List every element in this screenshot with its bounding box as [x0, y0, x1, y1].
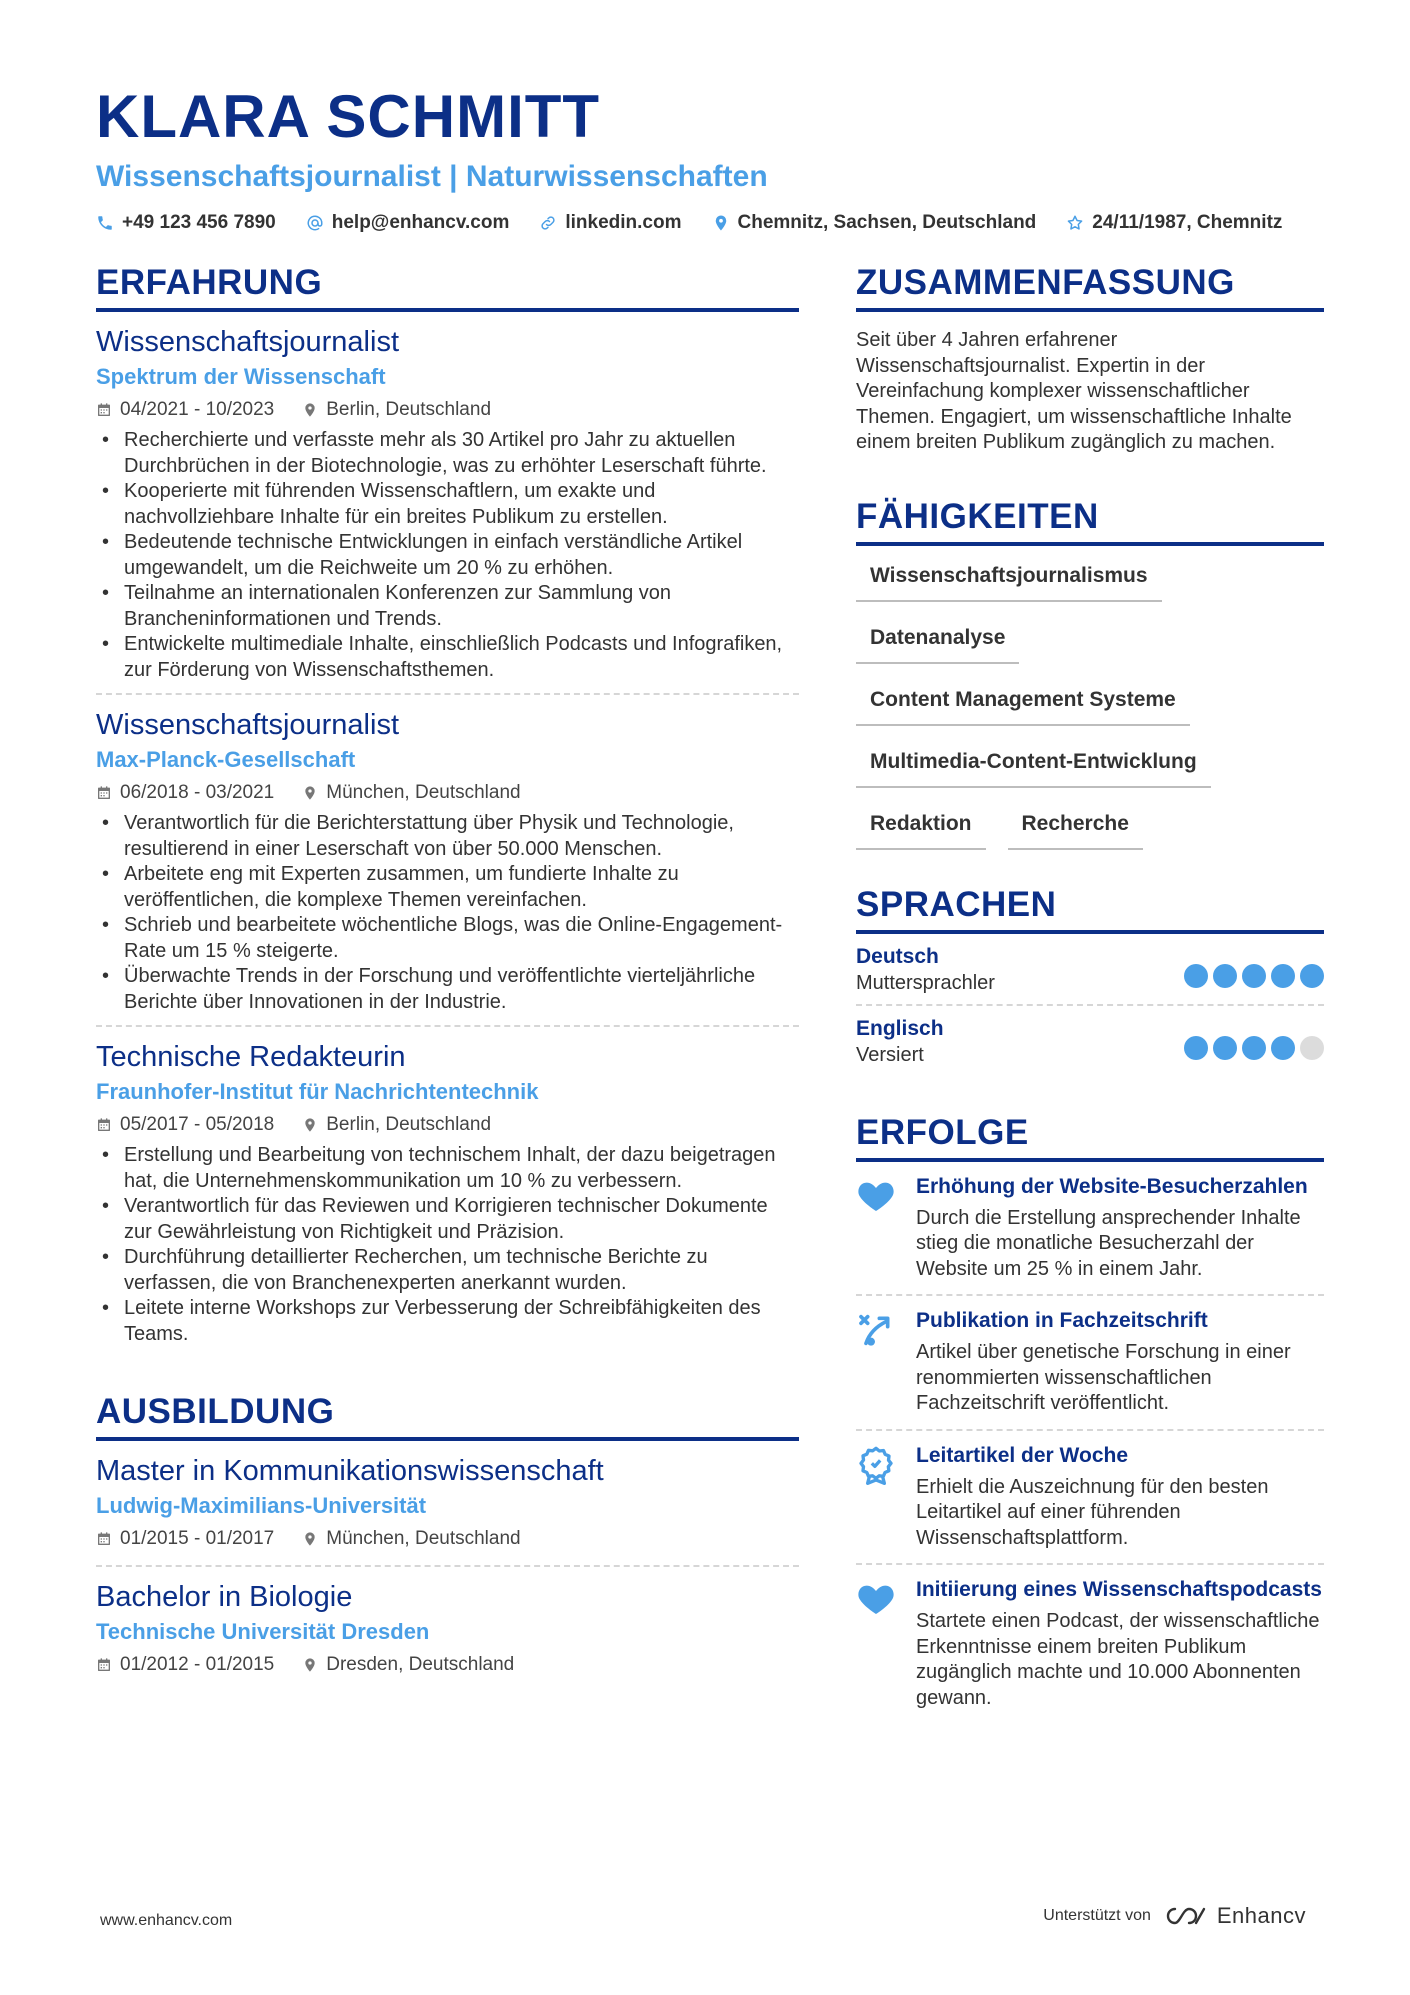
- skills-heading: FÄHIGKEITEN: [856, 496, 1324, 546]
- contact-email[interactable]: [306, 210, 510, 236]
- infinity-icon: [1163, 1903, 1209, 1929]
- location-icon: [302, 785, 318, 801]
- star-icon: [1066, 214, 1084, 232]
- job-dates: [96, 779, 274, 807]
- education-location-text: München, Deutschland: [326, 1528, 521, 1549]
- skill-tag: Content Management Systeme: [856, 682, 1190, 726]
- enhancv-logo[interactable]: [1163, 1903, 1306, 1929]
- job-bullet: • Schrieb und bearbeitete wöchentliche Blogs, was die Online-Engagement-Rate um 15 % steigerte.: [96, 913, 799, 964]
- achievement-entry: [856, 1565, 1324, 1723]
- location-icon: [302, 402, 318, 418]
- resume-header: [96, 82, 1326, 236]
- job-company: Max-Planck-Gesellschaft: [96, 747, 356, 772]
- job-bullet: • Recherchierte und verfasste mehr als 30 Artikel pro Jahr zu aktuellen Durchbrüchen in der Biotechnologie, was zu erhöhter Leserschaft führte.: [96, 428, 799, 479]
- job-meta: [96, 396, 799, 424]
- job-dates-text: 06/2018 - 03/2021: [120, 782, 275, 803]
- achievement-desc: Artikel über genetische Forschung in einer renommierten wissenschaftlichen Fachzeitschrift veröffentlicht.: [916, 1341, 1291, 1414]
- job-title: Technische Redakteurin: [96, 1041, 406, 1073]
- calendar-icon: [96, 402, 112, 418]
- experience-entry: [96, 1027, 799, 1357]
- education-dates: [96, 1651, 274, 1679]
- powered-by-label: Unterstützt von: [1043, 1907, 1151, 1924]
- job-location-text: Berlin, Deutschland: [326, 1114, 492, 1135]
- contact-linkedin-text: linkedin.com: [565, 212, 682, 233]
- achievements-heading: ERFOLGE: [856, 1112, 1324, 1162]
- achievement-title: Publikation in Fachzeitschrift: [916, 1309, 1208, 1332]
- job-bullet: • Kooperierte mit führenden Wissenschaftlern, um exakte und nachvollziehbare Inhalte für ein breites Publikum zu erstellen.: [96, 479, 799, 530]
- job-title: Wissenschaftsjournalist: [96, 709, 399, 741]
- left-column: [96, 262, 799, 1691]
- job-bullets: [96, 811, 799, 1015]
- phone-icon: [96, 214, 114, 232]
- experience-heading: ERFAHRUNG: [96, 262, 799, 312]
- school-name: Technische Universität Dresden: [96, 1619, 430, 1644]
- rating-dot-filled: [1271, 964, 1295, 988]
- contact-phone[interactable]: [96, 210, 276, 236]
- location-icon: [302, 1531, 318, 1547]
- job-location: [302, 396, 491, 424]
- job-bullet: • Bedeutende technische Entwicklungen in einfach verständliche Artikel umgewandelt, um die Reichweite um 20 % zu erhöhen.: [96, 530, 799, 581]
- education-entry: [96, 1441, 799, 1567]
- contact-bar: [96, 210, 1326, 236]
- link-icon: [539, 214, 557, 232]
- education-entry: [96, 1567, 799, 1691]
- location-icon: [712, 214, 730, 232]
- job-bullet: • Verantwortlich für die Berichterstattung über Physik und Technologie, resultierend in einer Leserschaft von über 50.000 Menschen.: [96, 811, 799, 862]
- language-entry: [856, 1006, 1324, 1076]
- footer-website[interactable]: www.enhancv.com: [100, 1912, 233, 1929]
- job-bullets: [96, 428, 799, 683]
- location-icon: [302, 1657, 318, 1673]
- skill-tag: Datenanalyse: [856, 620, 1019, 664]
- contact-location-text: Chemnitz, Sachsen, Deutschland: [737, 212, 1037, 233]
- education-location-text: Dresden, Deutschland: [326, 1654, 515, 1675]
- achievement-title: Initiierung eines Wissenschaftspodcasts: [916, 1578, 1322, 1601]
- language-name: Englisch: [856, 1016, 944, 1040]
- language-rating: [1184, 1036, 1324, 1060]
- achievement-entry: [856, 1162, 1324, 1297]
- language-level: Muttersprachler: [856, 971, 995, 994]
- at-icon: [306, 214, 324, 232]
- rating-dot-filled: [1242, 964, 1266, 988]
- contact-location: [712, 210, 1037, 236]
- job-location-text: Berlin, Deutschland: [326, 399, 492, 420]
- achievement-entry: [856, 1431, 1324, 1566]
- rating-dot-filled: [1242, 1036, 1266, 1060]
- achievement-entry: [856, 1296, 1324, 1431]
- summary-text: Seit über 4 Jahren erfahrener Wissenschaftsjournalist. Expertin in der Vereinfachung komplexer wissenschaftlicher Themen. Engagiert, um wissenschaftliche Inhalte einem breiten Publikum zugänglich zu machen.: [856, 329, 1292, 453]
- job-bullet: • Teilnahme an internationalen Konferenzen zur Sammlung von Brancheninformationen und Trends.: [96, 581, 799, 632]
- job-bullet: • Verantwortlich für das Reviewen und Korrigieren technischer Dokumente zur Gewährleistung von Richtigkeit und Präzision.: [96, 1194, 799, 1245]
- job-bullet: • Erstellung und Bearbeitung von technischem Inhalt, der dazu beigetragen hat, die Unternehmenskommunikation um 10 % zu verbessern.: [96, 1143, 799, 1194]
- language-rating: [1184, 964, 1324, 988]
- education-location: [302, 1651, 514, 1679]
- education-dates-text: 01/2012 - 01/2015: [120, 1654, 275, 1675]
- language-name: Deutsch: [856, 944, 939, 968]
- achievement-desc: Startete einen Podcast, der wissenschaftliche Erkenntnisse einem breiten Publikum zugänglich machte und 10.000 Abonnenten gewann.: [916, 1610, 1320, 1709]
- job-bullets: [96, 1143, 799, 1347]
- skill-tag: Recherche: [1008, 806, 1143, 850]
- school-name: Ludwig-Maximilians-Universität: [96, 1493, 427, 1518]
- degree-title: Master in Kommunikationswissenschaft: [96, 1455, 604, 1487]
- location-icon: [302, 1117, 318, 1133]
- brand-name: Enhancv: [1216, 1903, 1306, 1928]
- heart-icon: [856, 1174, 898, 1283]
- job-company: Spektrum der Wissenschaft: [96, 364, 386, 389]
- job-dates-text: 05/2017 - 05/2018: [120, 1114, 275, 1135]
- job-location: [302, 779, 520, 807]
- languages-heading: SPRACHEN: [856, 884, 1324, 934]
- experience-entry: [96, 695, 799, 1027]
- education-meta: [96, 1651, 799, 1679]
- language-level: Versiert: [856, 1043, 924, 1066]
- job-company: Fraunhofer-Institut für Nachrichtentechnik: [96, 1079, 539, 1104]
- job-meta: [96, 1111, 799, 1139]
- award-icon: [856, 1443, 898, 1552]
- rating-dot-filled: [1213, 964, 1237, 988]
- job-location-text: München, Deutschland: [326, 782, 521, 803]
- contact-birth: [1066, 210, 1282, 236]
- degree-title: Bachelor in Biologie: [96, 1581, 353, 1613]
- summary-heading: ZUSAMMENFASSUNG: [856, 262, 1324, 312]
- job-dates: [96, 396, 274, 424]
- strategy-icon: [856, 1308, 898, 1417]
- education-heading: AUSBILDUNG: [96, 1391, 799, 1441]
- skill-tag: Redaktion: [856, 806, 986, 850]
- achievement-title: Erhöhung der Website-Besucherzahlen: [916, 1174, 1308, 1198]
- job-bullet: • Entwickelte multimediale Inhalte, einschließlich Podcasts und Infografiken, zur Förderung von Wissenschaftsthemen.: [96, 632, 799, 683]
- calendar-icon: [96, 1657, 112, 1673]
- experience-entry: [96, 312, 799, 695]
- job-dates: [96, 1111, 274, 1139]
- calendar-icon: [96, 1531, 112, 1547]
- rating-dot-filled: [1184, 964, 1208, 988]
- right-column: [856, 262, 1324, 1723]
- rating-dot-filled: [1271, 1036, 1295, 1060]
- job-bullet: • Arbeitete eng mit Experten zusammen, um fundierte Inhalte zu veröffentlichen, die komplexe Themen vereinfachen.: [96, 862, 799, 913]
- job-location: [302, 1111, 491, 1139]
- job-dates-text: 04/2021 - 10/2023: [120, 399, 275, 420]
- contact-birth-text: 24/11/1987, Chemnitz: [1092, 212, 1283, 233]
- job-title: Wissenschaftsjournalist: [96, 326, 399, 358]
- job-bullet: • Leitete interne Workshops zur Verbesserung der Schreibfähigkeiten des Teams.: [96, 1296, 799, 1347]
- rating-dot-filled: [1184, 1036, 1208, 1060]
- rating-dot-filled: [1213, 1036, 1237, 1060]
- contact-phone-text: +49 123 456 7890: [122, 212, 276, 233]
- rating-dot-empty: [1300, 1036, 1324, 1060]
- candidate-name: KLARA SCHMITT: [96, 83, 601, 150]
- candidate-role: Wissenschaftsjournalist | Naturwissenschaften: [96, 160, 768, 193]
- job-bullet: • Überwachte Trends in der Forschung und veröffentlichte vierteljährliche Berichte über Innovationen in der Industrie.: [96, 964, 799, 1015]
- calendar-icon: [96, 785, 112, 801]
- footer-powered: [1043, 1903, 1306, 1929]
- heart-icon: [856, 1577, 898, 1711]
- education-meta: [96, 1525, 799, 1553]
- education-dates-text: 01/2015 - 01/2017: [120, 1528, 275, 1549]
- calendar-icon: [96, 1117, 112, 1133]
- contact-linkedin[interactable]: [539, 210, 681, 236]
- skill-tag: Multimedia-Content-Entwicklung: [856, 744, 1211, 788]
- skills-list: [856, 558, 1324, 850]
- education-dates: [96, 1525, 274, 1553]
- education-location: [302, 1525, 520, 1553]
- achievement-desc: Erhielt die Auszeichnung für den besten Leitartikel auf einer führenden Wissenschaftsplattform.: [916, 1475, 1269, 1549]
- language-entry: [856, 934, 1324, 1006]
- rating-dot-filled: [1300, 964, 1324, 988]
- job-bullet: • Durchführung detaillierter Recherchen, um technische Berichte zu verfassen, die von Branchenexperten anerkannt wurden.: [96, 1245, 799, 1296]
- achievement-title: Leitartikel der Woche: [916, 1443, 1129, 1467]
- job-meta: [96, 779, 799, 807]
- contact-email-text: help@enhancv.com: [331, 212, 510, 233]
- achievement-desc: Durch die Erstellung ansprechender Inhalte stieg die monatliche Besucherzahl der Website um 25 % in einem Jahr.: [916, 1206, 1301, 1280]
- skill-tag: Wissenschaftsjournalismus: [856, 558, 1162, 602]
